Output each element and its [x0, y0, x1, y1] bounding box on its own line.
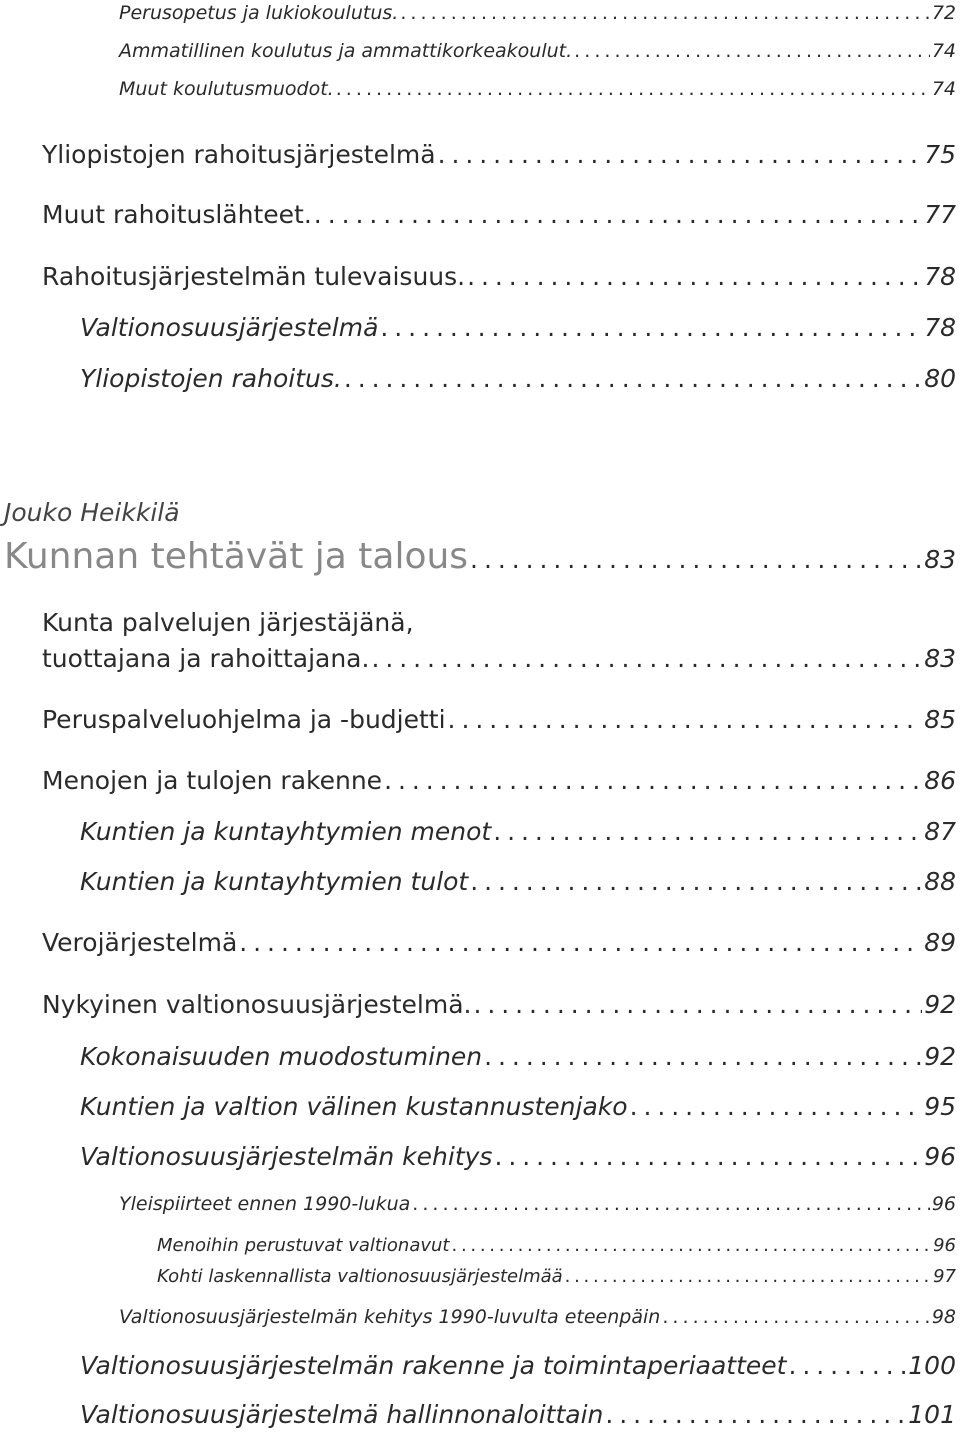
dot-leader — [314, 200, 922, 229]
toc-entry-title: Valtionosuusjärjestelmän rakenne ja toimintaperiaatteet — [80, 1351, 787, 1380]
dot-leader — [400, 2, 929, 24]
toc-entry-page: 83 — [924, 644, 956, 673]
toc-entry-page: 100 — [908, 1351, 956, 1380]
toc-entry[interactable] — [119, 1193, 956, 1215]
toc-entry[interactable] — [42, 262, 956, 291]
toc-entry-title: Kokonaisuuden muodostuminen — [80, 1042, 483, 1071]
dot-leader — [412, 1193, 930, 1215]
toc-entry[interactable] — [119, 40, 956, 62]
dot-leader — [336, 78, 930, 100]
toc-entry-page: 77 — [924, 200, 956, 229]
toc-entry-title: Valtionosuusjärjestelmän kehitys 1990-luvulta eteenpäin — [119, 1306, 661, 1328]
dot-leader — [344, 364, 922, 393]
dot-leader — [565, 1266, 931, 1287]
dot-leader — [438, 140, 923, 169]
toc-entry-page: 78 — [924, 313, 956, 342]
toc-entry-title: Menojen ja tulojen rakenne — [42, 766, 383, 795]
toc-entry[interactable] — [42, 705, 956, 734]
dot-leader — [494, 1142, 922, 1171]
toc-entry-page: 96 — [933, 1235, 956, 1256]
toc-entry-title: Peruspalveluohjelma ja -budjetti — [42, 705, 446, 734]
toc-entry[interactable] — [80, 1400, 956, 1429]
toc-entry-page: 98 — [931, 1306, 956, 1328]
toc-entry-title: Yleispiirteet ennen 1990-lukua — [119, 1193, 411, 1215]
toc-entry-line1: Kunta palvelujen järjestäjänä, — [42, 608, 414, 637]
toc-entry[interactable] — [119, 1306, 956, 1328]
toc-entry-page: 75 — [924, 140, 956, 169]
toc-entry-title: Yliopistojen rahoitus. — [80, 364, 342, 393]
toc-entry-page: 80 — [924, 364, 956, 393]
toc-entry[interactable] — [119, 78, 956, 100]
toc-entry[interactable] — [42, 928, 956, 957]
toc-entry-title: Ammatillinen koulutus ja ammattikorkeakoulut. — [119, 40, 573, 62]
dot-leader — [470, 545, 922, 574]
chapter-title-entry[interactable] — [4, 536, 956, 577]
toc-entry-title: Valtionosuusjärjestelmä — [80, 313, 379, 342]
dot-leader — [630, 1092, 923, 1121]
toc-entry-page: 88 — [924, 867, 956, 896]
dot-leader — [371, 644, 922, 673]
dot-leader — [484, 1042, 922, 1071]
toc-entry-title: Nykyinen valtionosuusjärjestelmä. — [42, 990, 472, 1019]
toc-entry-page: 97 — [933, 1266, 956, 1287]
chapter-title: Kunnan tehtävät ja talous — [4, 536, 469, 577]
toc-entry-title: Muut koulutusmuodot. — [119, 78, 334, 100]
dot-leader — [574, 40, 930, 62]
toc-entry-title: Valtionosuusjärjestelmän kehitys — [80, 1142, 493, 1171]
dot-leader — [788, 1351, 906, 1380]
toc-entry[interactable] — [42, 990, 956, 1019]
dot-leader — [467, 262, 922, 291]
toc-entry[interactable] — [42, 766, 956, 795]
toc-entry[interactable] — [80, 1351, 956, 1380]
toc-entry-title: Verojärjestelmä — [42, 928, 238, 957]
toc-entry-title: Kuntien ja kuntayhtymien menot — [80, 817, 492, 846]
dot-leader — [239, 928, 922, 957]
toc-entry-page: 95 — [924, 1092, 956, 1121]
toc-entry-title: Yliopistojen rahoitusjärjestelmä — [42, 140, 436, 169]
dot-leader — [473, 990, 922, 1019]
toc-entry[interactable] — [80, 1042, 956, 1071]
toc-entry[interactable] — [42, 644, 956, 673]
toc-entry-page: 86 — [924, 766, 956, 795]
chapter-author: Jouko Heikkilä — [4, 498, 180, 527]
toc-entry-title: Perusopetus ja lukiokoulutus. — [119, 2, 399, 24]
toc-entry[interactable] — [80, 364, 956, 393]
toc-entry-title: Kohti laskennallista valtionosuusjärjestelmää — [157, 1266, 563, 1287]
toc-entry[interactable] — [119, 2, 956, 24]
dot-leader — [384, 766, 922, 795]
dot-leader — [662, 1306, 929, 1328]
toc-entry-page: 89 — [924, 928, 956, 957]
chapter-page: 83 — [924, 545, 956, 574]
dot-leader — [452, 1235, 932, 1256]
toc-entry[interactable] — [80, 1092, 956, 1121]
toc-entry-page: 85 — [924, 705, 956, 734]
dot-leader — [605, 1400, 906, 1429]
toc-entry-page: 96 — [931, 1193, 956, 1215]
toc-entry-page: 74 — [931, 78, 956, 100]
toc-entry-title: Kuntien ja valtion välinen kustannustenjako — [80, 1092, 628, 1121]
toc-entry-title: Kuntien ja kuntayhtymien tulot — [80, 867, 469, 896]
dot-leader — [470, 867, 922, 896]
dot-leader — [493, 817, 922, 846]
dot-leader — [448, 705, 923, 734]
toc-entry-title: Valtionosuusjärjestelmä hallinnonaloittain — [80, 1400, 604, 1429]
toc-entry-title: tuottajana ja rahoittajana. — [42, 644, 370, 673]
toc-entry[interactable] — [42, 200, 956, 229]
toc-entry-page: 74 — [931, 40, 956, 62]
toc-entry[interactable] — [80, 313, 956, 342]
toc-entry[interactable] — [157, 1235, 956, 1256]
toc-entry-title: Rahoitusjärjestelmän tulevaisuus. — [42, 262, 466, 291]
toc-entry-page: 101 — [908, 1400, 956, 1429]
toc-entry-page: 92 — [924, 990, 956, 1019]
toc-entry-title: Muut rahoituslähteet. — [42, 200, 312, 229]
toc-entry[interactable] — [80, 867, 956, 896]
toc-entry[interactable] — [80, 817, 956, 846]
toc-entry-page: 92 — [924, 1042, 956, 1071]
toc-entry-page: 96 — [924, 1142, 956, 1171]
dot-leader — [380, 313, 922, 342]
toc-entry[interactable] — [42, 140, 956, 169]
toc-entry-title: Menoihin perustuvat valtionavut — [157, 1235, 450, 1256]
toc-entry-page: 72 — [931, 2, 956, 24]
toc-entry[interactable] — [157, 1266, 956, 1287]
toc-entry[interactable] — [80, 1142, 956, 1171]
toc-entry-page: 78 — [924, 262, 956, 291]
toc-entry-page: 87 — [924, 817, 956, 846]
